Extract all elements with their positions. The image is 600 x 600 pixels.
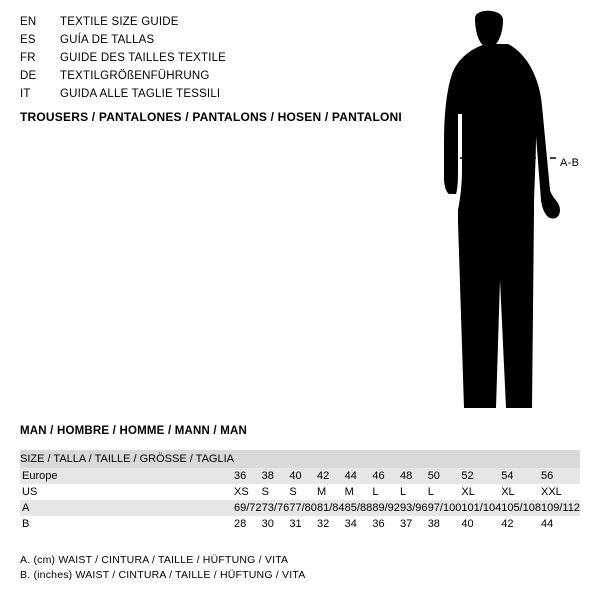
cell: 54 [501, 468, 541, 484]
cell: 32 [317, 518, 330, 530]
cell [289, 450, 317, 468]
language-code: EN [20, 16, 37, 28]
cell: 38 [262, 468, 290, 484]
cell [317, 450, 345, 468]
cell: 73/76 [261, 502, 290, 514]
cell: 56 [541, 468, 580, 484]
language-code: ES [20, 34, 36, 46]
cell: L [372, 486, 379, 498]
language-text: GUIDA ALLE TAGLIE TESSILI [60, 88, 221, 100]
cell: 40 [461, 518, 474, 530]
language-text: TEXTILGRÖßENFÜHRUNG [60, 70, 210, 82]
cell: L [400, 486, 407, 498]
table-row [20, 468, 580, 484]
cell: XL [501, 486, 515, 498]
cell: 36 [234, 468, 262, 484]
language-code: DE [20, 70, 37, 82]
cell: 28 [233, 518, 247, 530]
cell [461, 450, 501, 468]
cell: 50 [428, 468, 462, 484]
cell: XL [461, 486, 475, 498]
row-label: A [20, 500, 234, 516]
cell: 44 [540, 518, 554, 530]
cell: 42 [501, 518, 514, 530]
table-row [20, 450, 580, 468]
cell: 30 [261, 518, 274, 530]
cell: 38 [427, 518, 440, 530]
cell: 101/104 [461, 502, 502, 514]
cell: 105/108 [501, 502, 541, 514]
cell: M [344, 486, 354, 498]
language-row [20, 88, 360, 106]
cell: M [317, 486, 327, 498]
note-a: A. (cm) WAIST / CINTURA / TAILLE / HÜFTUNG / VITA [20, 554, 289, 566]
row-label: Europe [20, 468, 234, 484]
language-code: FR [20, 52, 36, 64]
section-title: TROUSERS / PANTALONES / PANTALONS / HOSEN / PANTALONI [20, 110, 402, 124]
size-table [20, 450, 580, 532]
language-row [20, 52, 360, 70]
language-row [20, 70, 360, 88]
cell: XXL [540, 486, 562, 498]
cell: 89/92 [372, 502, 400, 514]
language-text: GUÍA DE TALLAS [60, 34, 155, 46]
cell: XS [233, 486, 249, 498]
cell: 48 [400, 468, 428, 484]
language-row [20, 16, 360, 34]
language-text: GUIDE DES TAILLES TEXTILE [60, 52, 227, 64]
cell: 34 [344, 518, 357, 530]
cell: 93/96 [400, 502, 428, 514]
cell: 69/72 [233, 502, 262, 514]
cell [501, 450, 541, 468]
silhouette-svg [400, 10, 600, 410]
cell: 36 [372, 518, 385, 530]
cell: S [289, 486, 297, 498]
language-code: IT [20, 88, 31, 100]
cell: 42 [317, 468, 345, 484]
cell: 77/80 [289, 502, 317, 514]
cell: 31 [289, 518, 302, 530]
measurement-notes [20, 553, 305, 583]
row-label: US [22, 486, 38, 498]
cell: 109/112 [540, 502, 580, 514]
cell: 46 [372, 468, 400, 484]
cell: S [261, 486, 269, 498]
cell: 40 [289, 468, 317, 484]
man-silhouette-figure [400, 10, 600, 410]
cell [262, 450, 290, 468]
cell [234, 450, 262, 468]
cell: 97/100 [427, 502, 462, 514]
cell: 44 [345, 468, 373, 484]
cell [345, 450, 373, 468]
row-label: B [22, 518, 30, 530]
measure-label-ab: A-B [560, 157, 580, 169]
cell: 52 [461, 468, 501, 484]
cell: 37 [400, 518, 413, 530]
cell: 81/84 [317, 502, 345, 514]
note-b: B. (inches) WAIST / CINTURA / TAILLE / HÜFTUNG / VITA [20, 569, 306, 581]
cell: L [427, 486, 434, 498]
cell: 85/88 [344, 502, 373, 514]
language-row [20, 34, 360, 52]
cell [541, 450, 580, 468]
table-row [20, 500, 580, 516]
row-label: SIZE / TALLA / TAILLE / GRÖSSE / TAGLIA [20, 450, 234, 468]
language-text: TEXTILE SIZE GUIDE [60, 16, 179, 28]
cell [400, 450, 428, 468]
language-header-block [20, 16, 360, 106]
table-row [20, 484, 580, 500]
table-row [20, 516, 580, 532]
cell [372, 450, 400, 468]
cell [428, 450, 462, 468]
table-title-man: MAN / HOMBRE / HOMME / MANN / MAN [20, 425, 248, 437]
